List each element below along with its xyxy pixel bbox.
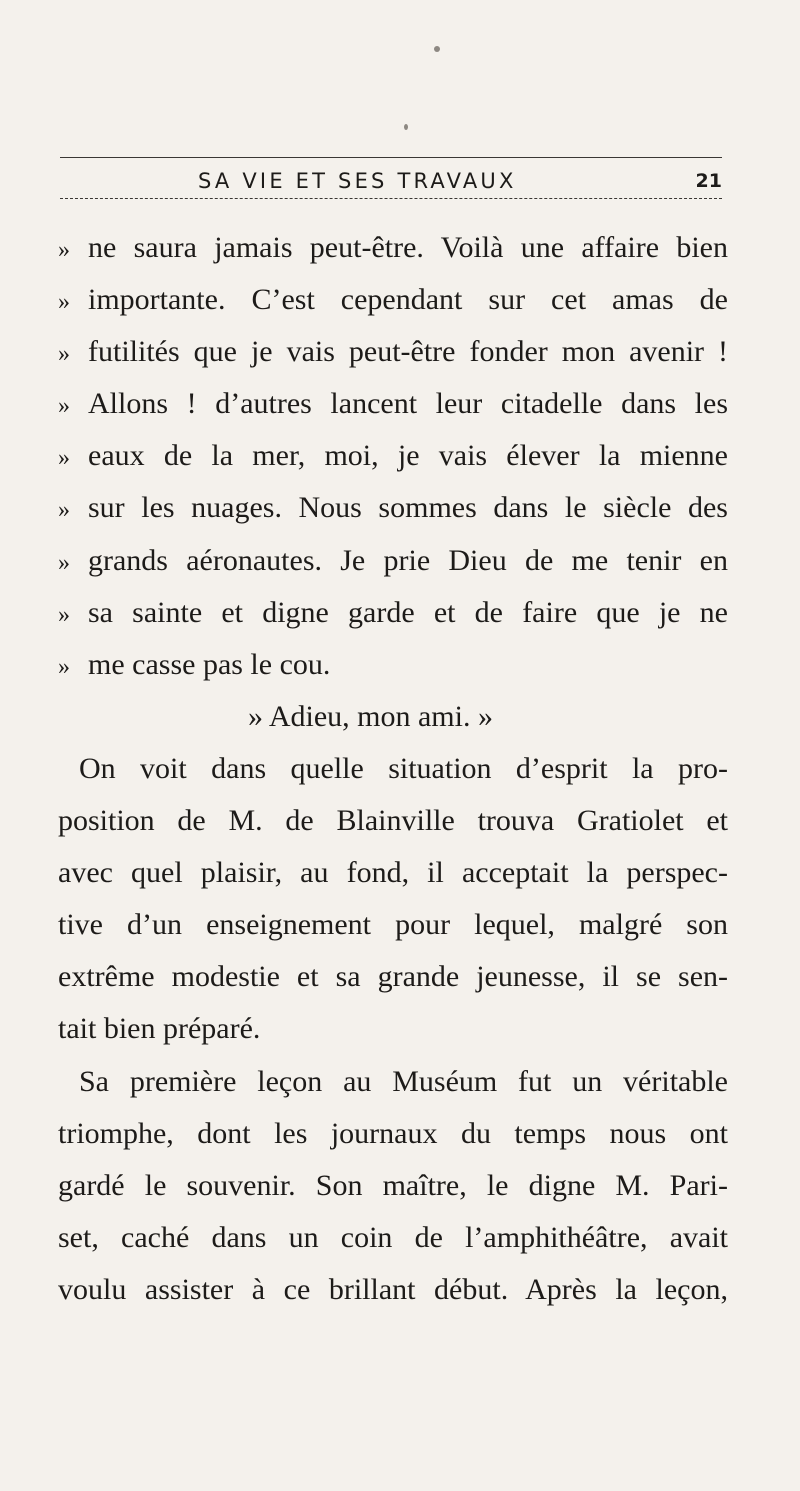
quote-line-text: ne saura jamais peut-être. Voilà une affaire bien xyxy=(88,231,728,264)
quote-line xyxy=(58,378,728,430)
paragraph-line: voulu assister à ce brillant début. Après la leçon, xyxy=(58,1272,728,1306)
quote-line xyxy=(58,326,728,378)
paragraph-line: Sa première leçon au Muséum fut un véritable xyxy=(79,1064,728,1098)
paragraph-line: On voit dans quelle situation d’esprit la pro- xyxy=(79,751,728,785)
paper-speck xyxy=(434,46,440,52)
paragraph-line: extrême modestie et sa grande jeunesse, il se sen- xyxy=(58,960,728,994)
paragraph-line: avec quel plaisir, au fond, il acceptait la perspec- xyxy=(58,856,728,890)
paragraph-line: tive d’un enseignement pour lequel, malgré son xyxy=(58,908,728,942)
quote-line-text: eaux de la mer, moi, je vais élever la mienne xyxy=(88,439,728,473)
quote-closing: » Adieu, mon ami. » xyxy=(248,699,493,733)
quote-line xyxy=(58,482,728,534)
running-title: SA VIE ET SES TRAVAUX xyxy=(198,169,517,193)
quote-line-text: importante. C’est cependant sur cet amas de xyxy=(88,283,728,317)
quote-mark: » xyxy=(58,237,70,263)
quote-line xyxy=(58,639,728,691)
quote-line xyxy=(58,587,728,639)
quote-line-text: sur les nuages. Nous sommes dans le siècle des xyxy=(88,491,728,525)
quote-line xyxy=(58,222,728,274)
quote-mark: » xyxy=(58,289,70,316)
paragraph-line: gardé le souvenir. Son maître, le digne M. Pari- xyxy=(58,1168,728,1202)
quote-line-text: sa sainte et digne garde et de faire que je ne xyxy=(88,595,728,629)
quote-line-text: Allons ! d’autres lancent leur citadelle dans les xyxy=(88,387,728,421)
running-head xyxy=(60,166,722,196)
quote-mark: » xyxy=(58,601,70,628)
quote-line xyxy=(58,430,728,482)
header-top-rule xyxy=(60,157,722,158)
quote-mark: » xyxy=(58,445,70,472)
quote-line xyxy=(58,274,728,326)
quote-line-text: grands aéronautes. Je prie Dieu de me tenir en xyxy=(88,543,728,577)
page-number: 21 xyxy=(695,170,722,192)
paragraph-line: tait bien préparé. xyxy=(58,1012,261,1046)
quote-mark: » xyxy=(58,497,70,524)
paragraph-line: set, caché dans un coin de l’amphithéâtre, avait xyxy=(58,1220,728,1254)
paragraph-line: triomphe, dont les journaux du temps nous ont xyxy=(58,1116,728,1150)
quote-mark: » xyxy=(58,393,70,420)
header-bottom-rule xyxy=(60,198,722,199)
quote-line-text: futilités que je vais peut-être fonder mon avenir ! xyxy=(88,335,728,369)
quote-line xyxy=(58,535,728,587)
paper-speck xyxy=(404,124,408,130)
quote-line-text: me casse pas le cou. xyxy=(88,647,331,681)
quote-mark: » xyxy=(58,653,70,680)
page-text xyxy=(58,222,728,1316)
quote-mark: » xyxy=(58,549,70,576)
paragraph-line: position de M. de Blainville trouva Gratiolet et xyxy=(58,804,728,838)
quote-mark: » xyxy=(58,341,70,368)
